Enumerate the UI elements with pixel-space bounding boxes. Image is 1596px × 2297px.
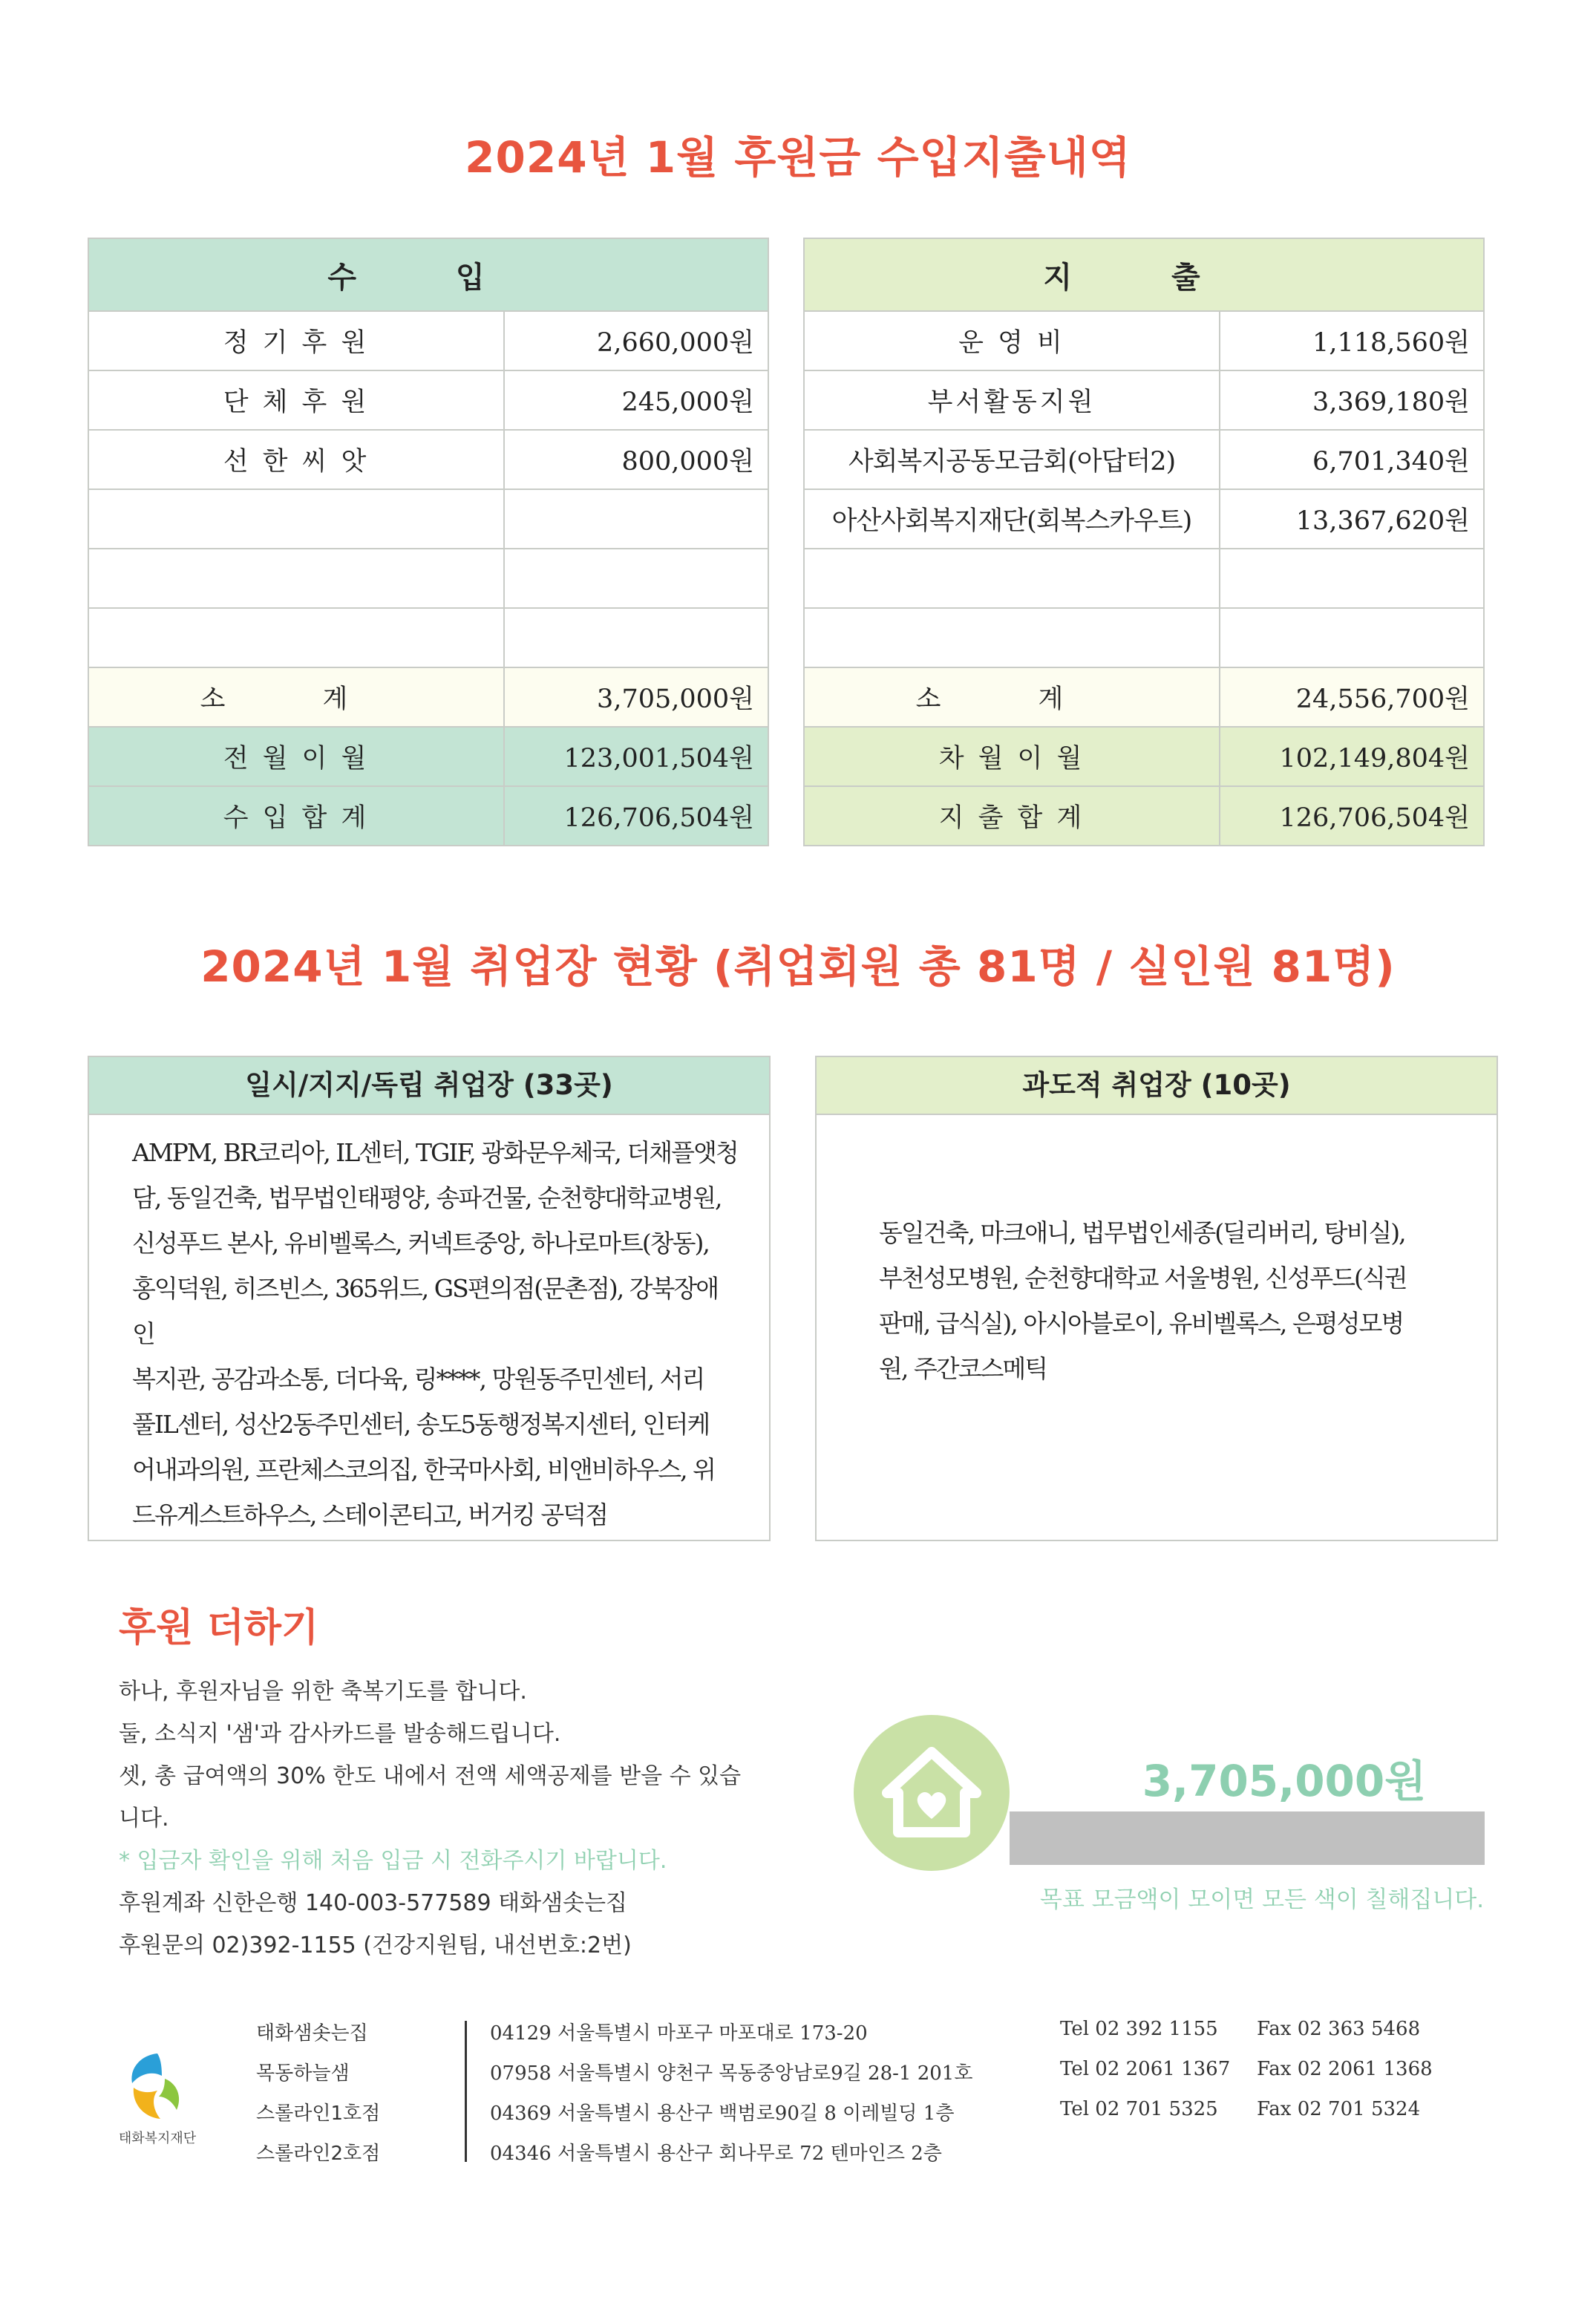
subtotal-amount: 3,705,000원 [504,667,768,727]
transitional-jobs-list [817,1115,1497,1391]
expense-amount: 6,701,340원 [1220,430,1484,489]
goal-note: 목표 모금액이 모이면 모든 색이 칠해집니다. [1039,1886,1485,1913]
jobs-title: 2024년 1월 취업장 현황 (취업회원 총 81명 / 실인원 81명) [200,941,1396,992]
subtotal-label: 소 계 [88,667,504,727]
office-name: 목동하늘샘 [256,2062,350,2085]
expense-amount: 13,367,620원 [1220,489,1484,549]
table-row [88,549,768,608]
support-note: * 입금자 확인을 위해 처음 입금 시 전화주시기 바랍니다. [119,1848,667,1874]
table-row [804,549,1484,608]
income-table [88,238,769,846]
total-label: 지 출 합 계 [804,786,1220,846]
office-name: 태화샘솟는집 [256,2022,368,2045]
list-item: AMPM, BR코리아, IL센터, TGIF, 광화문우체국, 더채플앳청 [132,1138,738,1167]
list-item: 판매, 급식실), 아시아블로이, 유비벨록스, 은평성모병 [879,1309,1404,1338]
expense-label: 사회복지공동모금회(아답터2) [804,430,1220,489]
total-label: 수 입 합 계 [88,786,504,846]
house-heart-icon [854,1715,1010,1871]
support-title: 후원 더하기 [119,1606,319,1650]
expense-amount [1220,608,1484,667]
expense-subtotal-row [804,667,1484,727]
expense-carry-row [804,727,1484,786]
office-tel: Tel 02 701 5325 [1060,2098,1218,2120]
expense-label [804,608,1220,667]
income-label: 선 한 씨 앗 [88,430,504,489]
expense-amount: 3,369,180원 [1220,370,1484,430]
goal-progress-bar [1010,1811,1485,1865]
list-item: 드유게스트하우스, 스테이콘티고, 버거킹 공덕점 [132,1500,608,1529]
office-address: 04129 서울특별시 마포구 마포대로 173-20 [490,2022,868,2045]
income-amount: 245,000원 [504,370,768,430]
goal-amount: 3,705,000원 [1142,1756,1427,1806]
list-item: 동일건축, 마크애니, 법무법인세종(딜리버리, 탕비실), [879,1218,1405,1247]
table-row [88,489,768,549]
carry-amount: 123,001,504원 [504,727,768,786]
expense-label: 아산사회복지재단(회복스카우트) [804,489,1220,549]
office-fax: Fax 02 363 5468 [1257,2018,1421,2040]
expense-label [804,549,1220,608]
income-label [88,608,504,667]
total-amount: 126,706,504원 [1220,786,1484,846]
subtotal-label: 소 계 [804,667,1220,727]
office-address: 04369 서울특별시 용산구 백범로90길 8 이레빌딩 1층 [490,2102,955,2125]
table-row [88,430,768,489]
office-name: 스롤라인1호점 [256,2102,381,2125]
table-row [804,489,1484,549]
finance-title: 2024년 1월 후원금 수입지출내역 [465,132,1131,183]
income-label [88,489,504,549]
income-amount: 2,660,000원 [504,311,768,370]
carry-label: 차 월 이 월 [804,727,1220,786]
support-account: 후원계좌 신한은행 140-003-577589 태화샘솟는집 [119,1890,628,1916]
income-label: 정 기 후 원 [88,311,504,370]
support-line: 니다. [119,1806,169,1832]
expense-amount: 1,118,560원 [1220,311,1484,370]
expense-table [803,238,1485,846]
table-row [804,311,1484,370]
total-amount: 126,706,504원 [504,786,768,846]
independent-jobs-box [88,1056,771,1541]
expense-label: 운 영 비 [804,311,1220,370]
income-carry-row [88,727,768,786]
list-item: 복지관, 공감과소통, 더다육, 링****, 망원동주민센터, 서리 [132,1365,704,1393]
list-item: 신성푸드 본사, 유비벨록스, 커넥트중앙, 하나로마트(창동), [132,1229,709,1258]
independent-jobs-list [89,1115,769,1538]
expense-header: 지 출 [804,238,1484,311]
income-amount [504,549,768,608]
carry-amount: 102,149,804원 [1220,727,1484,786]
income-amount [504,608,768,667]
independent-jobs-header: 일시/지지/독립 취업장 (33곳) [89,1057,769,1115]
office-address: 04346 서울특별시 용산구 회나무로 72 텐마인즈 2층 [490,2143,942,2165]
carry-label: 전 월 이 월 [88,727,504,786]
transitional-jobs-box [815,1056,1498,1541]
office-tel: Tel 02 392 1155 [1060,2018,1218,2040]
list-item: 담, 동일건축, 법무법인태평양, 송파건물, 순천향대학교병원, [132,1183,722,1212]
income-total-row [88,786,768,846]
support-line: 하나, 후원자님을 위한 축복기도를 합니다. [119,1679,527,1705]
support-contact: 후원문의 02)392-1155 (건강지원팀, 내선번호:2번) [119,1932,632,1958]
foundation-name: 태화복지재단 [118,2131,197,2146]
support-line: 셋, 총 급여액의 30% 한도 내에서 전액 세액공제를 받을 수 있습 [119,1763,742,1789]
table-row [88,370,768,430]
income-subtotal-row [88,667,768,727]
support-line: 둘, 소식지 '샘'과 감사카드를 발송해드립니다. [119,1721,561,1747]
office-fax: Fax 02 701 5324 [1257,2098,1421,2120]
income-amount [504,489,768,549]
expense-label: 부서활동지원 [804,370,1220,430]
expense-total-row [804,786,1484,846]
table-row [804,430,1484,489]
list-item: 홍익덕원, 히즈빈스, 365위드, GS편의점(문촌점), 강북장애인 [132,1274,719,1348]
office-tel: Tel 02 2061 1367 [1060,2058,1231,2080]
table-row [804,370,1484,430]
office-fax: Fax 02 2061 1368 [1257,2058,1433,2080]
office-address: 07958 서울특별시 양천구 목동중앙남로9길 28-1 201호 [490,2062,973,2085]
table-row [88,608,768,667]
list-item: 어내과의원, 프란체스코의집, 한국마사회, 비앤비하우스, 위 [132,1455,715,1484]
list-item: 부천성모병원, 순천향대학교 서울병원, 신성푸드(식권 [879,1264,1407,1293]
income-label: 단 체 후 원 [88,370,504,430]
table-row [804,608,1484,667]
footer-divider [465,2021,467,2162]
office-name: 스롤라인2호점 [256,2143,381,2165]
list-item: 풀IL센터, 성산2동주민센터, 송도5동행정복지센터, 인터케 [132,1410,710,1439]
income-amount: 800,000원 [504,430,768,489]
table-row [88,311,768,370]
foundation-logo [119,2049,192,2123]
subtotal-amount: 24,556,700원 [1220,667,1484,727]
expense-amount [1220,549,1484,608]
transitional-jobs-header: 과도적 취업장 (10곳) [817,1057,1497,1115]
list-item: 원, 주간코스메틱 [879,1354,1047,1383]
income-label [88,549,504,608]
income-header: 수 입 [88,238,768,311]
